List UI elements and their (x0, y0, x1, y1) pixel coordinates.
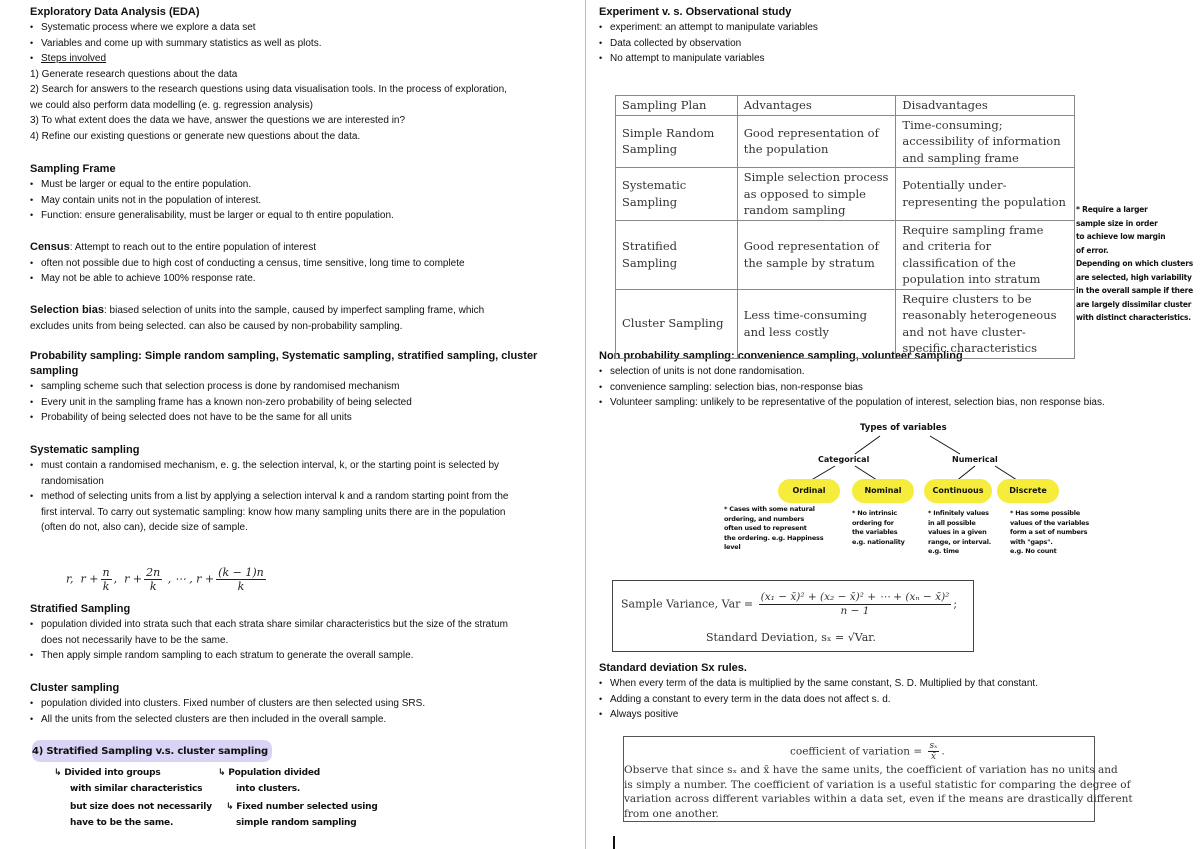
formula-fraction (144, 566, 162, 593)
cov-paragraph-line: from one another. (624, 807, 719, 820)
selection-bias-title: Selection bias (30, 304, 104, 316)
fraction-numerator: (k − 1)n (218, 566, 264, 579)
standard-deviation-formula: Standard Deviation, sₓ = √Var. (706, 631, 876, 644)
nominal-note (852, 509, 905, 547)
node-ordinal: Ordinal (778, 479, 840, 503)
sampling-frame-title: Sampling Frame (30, 163, 116, 175)
mindmap-categorical: Categorical (818, 455, 870, 464)
table-note-line: are selected, high variability (1076, 272, 1192, 282)
discrete-note-line: e.g. No count (1010, 547, 1057, 555)
variance-semicolon: ; (953, 597, 958, 611)
census-definition: : Attempt to reach out to the entire population of interest (69, 242, 317, 253)
discrete-note (1010, 509, 1089, 557)
formula-term: , (113, 572, 118, 586)
table-note-line: in the overall sample if there (1076, 286, 1194, 295)
mindmap-numerical: Numerical (952, 455, 998, 464)
discrete-note-line: with "gaps". (1010, 537, 1053, 546)
selection-bias-definition: : biased selection of units into the sample, caused by imperfect sampling frame, which (103, 305, 485, 316)
discrete-note-line: values of the variables (1010, 518, 1089, 527)
eda-section (30, 5, 575, 144)
cov-denominator: x̄ (930, 752, 936, 762)
discrete-note-line: * Has some possible (1010, 509, 1080, 517)
fraction-denominator: k (237, 580, 245, 593)
census-bullet: • May not be able to achieve 100% response rate. (30, 271, 575, 287)
eda-title: Exploratory Data Analysis (EDA) (30, 6, 200, 18)
fraction-numerator: n (102, 566, 110, 579)
sampling-plan-table (615, 95, 1075, 359)
table-header: Disadvantages (896, 96, 1075, 116)
experiment-section (599, 5, 1159, 67)
table-cell: Good representation of the sample by stratum (737, 220, 896, 289)
probability-bullet: • sampling scheme such that selection process is done by randomised mechanism (30, 379, 575, 395)
sd-rule-bullet: • Always positive (599, 707, 1159, 723)
cursor-mark (613, 836, 615, 849)
probability-sampling-title-cont: sampling (30, 365, 79, 377)
selection-bias-section (30, 303, 575, 334)
handwritten-note: with similar characteristics (70, 784, 203, 794)
stratified-bullet: • Then apply simple random sampling to each stratum to generate the overall sample. (30, 648, 575, 664)
ordinal-note-line: level (724, 543, 741, 551)
stratified-bullet (30, 617, 575, 648)
variance-numerator: (x₁ − x̄)² + (x₂ − x̄)² + ⋯ + (xₙ − x̄)² (760, 591, 950, 603)
nominal-note-line: * No intrinsic (852, 509, 898, 517)
table-cell: Systematic Sampling (616, 168, 738, 221)
table-note-line: of error. (1076, 245, 1109, 255)
variance-fraction (759, 591, 952, 618)
frame-bullet: • Must be larger or equal to the entire population. (30, 177, 575, 193)
non-probability-title: Non probability sampling: convenience sampling, volunteer sampling (599, 350, 963, 362)
census-bullets (30, 256, 575, 287)
continuous-note-line: range, or interval. (928, 537, 992, 546)
systematic-bullet-text: first interval. To carry out systematic sampling: know how many sampling units there are in the population (41, 506, 506, 518)
eda-bullets (30, 20, 575, 67)
formula-term: r + (124, 572, 143, 586)
ordinal-note-line: ordering, and numbers (724, 514, 805, 523)
table-cell: Require clusters to be reasonably heterogeneous and not have cluster-specific characteristics (896, 289, 1075, 358)
table-header: Sampling Plan (616, 96, 738, 116)
non-probability-bullets (599, 364, 1159, 411)
table-note-line: are largely dissimilar cluster (1076, 299, 1192, 309)
formula-term: r + (80, 572, 99, 586)
continuous-note-line: in all possible (928, 518, 976, 527)
table-cell: Good representation of the population (737, 115, 896, 168)
variance-formula (621, 591, 957, 618)
table-note-line: Depending on which clusters (1076, 259, 1193, 268)
census-title: Census (30, 241, 70, 253)
table-cell: Cluster Sampling (616, 289, 738, 358)
probability-bullet: • Probability of being selected does not have to be the same for all units (30, 410, 575, 426)
sd-rule-bullet: • When every term of the data is multiplied by the same constant, S. D. Multiplied by that constant. (599, 676, 1159, 692)
systematic-sampling-title: Systematic sampling (30, 444, 140, 456)
stratified-bullet-text: population divided into strata such that each strata share similar characteristics but the size of the stratum (41, 619, 508, 630)
formula-fraction (216, 566, 266, 593)
cov-paragraph-line: variation across different variables within a data set, even if the means are drastically different (624, 793, 1133, 805)
systematic-bullet (30, 489, 575, 536)
sd-rule-bullet: • Adding a constant to every term in the data does not affect s. d. (599, 692, 1159, 708)
table-row (616, 168, 1075, 221)
table-note-line: with distinct characteristics. (1076, 313, 1191, 322)
selection-bias-line: excludes units from being selected. can also be caused by non-probability sampling. (30, 320, 403, 332)
probability-bullet: • Every unit in the sampling frame has a known non-zero probability of being selected (30, 395, 575, 411)
cov-paragraph-line: Observe that since sₓ and x̄ have the same units, the coefficient of variation has no units and (624, 764, 1118, 776)
systematic-sampling-section (30, 443, 575, 536)
ordinal-note (724, 505, 823, 553)
eda-bullet: • Steps involved (30, 51, 575, 67)
cov-formula (790, 741, 945, 762)
nominal-note-line: ordering for (852, 518, 894, 527)
non-probability-bullet: • convenience sampling: selection bias, non-response bias (599, 380, 1159, 396)
stratified-sampling-title: Stratified Sampling (30, 603, 131, 615)
experiment-bullets (599, 20, 1159, 67)
handwritten-note: ↳ Fixed number selected using (226, 802, 378, 812)
experiment-bullet: • No attempt to manipulate variables (599, 51, 1159, 67)
table-note-line: * Require a larger (1076, 205, 1148, 214)
eda-bullet: • Systematic process where we explore a data set (30, 20, 575, 36)
probability-sampling-section (30, 349, 575, 426)
table-cell: Stratified Sampling (616, 220, 738, 289)
cov-fraction (928, 741, 940, 762)
non-probability-bullet: • Volunteer sampling: unlikely to be representative of the population of interest, selection bias, non response bias. (599, 395, 1159, 411)
table-row (616, 115, 1075, 168)
variance-formula-box (612, 580, 974, 652)
cluster-sampling-section (30, 681, 575, 727)
eda-step: 2) Search for answers to the research questions using data visualisation tools. In the process of exploration, (30, 84, 507, 95)
nominal-note-line: the variables (852, 528, 898, 536)
cov-paragraph-line: is simply a number. The coefficient of variation is a useful statistic for comparing the degree of (624, 778, 1131, 791)
systematic-bullet-text: (often do not, also can), decide size of sample. (41, 522, 248, 533)
table-row (616, 289, 1075, 358)
non-probability-bullet: • selection of units is not done randomisation. (599, 364, 1159, 380)
cov-numerator: sₓ (929, 741, 938, 751)
ordinal-note-line: often used to represent (724, 524, 807, 532)
table-cell: Simple Random Sampling (616, 115, 738, 168)
systematic-sequence-formula (66, 566, 268, 593)
node-discrete: Discrete (997, 479, 1059, 503)
stratified-sampling-section (30, 602, 575, 664)
sd-rules-bullets (599, 676, 1159, 723)
cov-period: . (941, 745, 945, 758)
cluster-bullet: • All the units from the selected clusters are then included in the overall sample. (30, 712, 575, 728)
continuous-note-line: * Infinitely values (928, 509, 989, 517)
cluster-bullets (30, 696, 575, 727)
node-continuous: Continuous (924, 479, 992, 503)
census-section (30, 240, 575, 287)
handwritten-note: have to be the same. (70, 818, 174, 828)
formula-term: , ⋯ , r + (167, 572, 215, 586)
experiment-title: Experiment v. s. Observational study (599, 6, 792, 18)
handwritten-note: but size does not necessarily (70, 802, 212, 812)
nominal-note-line: e.g. nationality (852, 537, 905, 546)
systematic-bullets (30, 458, 575, 536)
fraction-denominator: k (102, 580, 110, 593)
systematic-bullet-text: must contain a randomised mechanism, e. g. the selection interval, k, or the starting point is selected by (41, 460, 500, 471)
probability-bullets (30, 379, 575, 426)
cov-label: coefficient of variation = (790, 745, 923, 758)
eda-step: 4) Refine our existing questions or generate new questions about the data. (30, 130, 361, 142)
sampling-frame-section (30, 162, 575, 224)
mindmap-title: Types of variables (860, 423, 947, 433)
eda-step: 3) To what extent does the data we have, answer the questions we are interested in? (30, 115, 406, 126)
table-note-line: to achieve low margin (1076, 232, 1166, 241)
continuous-note-line: values in a given (928, 528, 987, 536)
table-header: Advantages (737, 96, 896, 116)
eda-step: 1) Generate research questions about the data (30, 68, 238, 80)
table-header-row (616, 96, 1075, 116)
table-side-note (1076, 203, 1193, 325)
systematic-bullet-text: randomisation (41, 475, 104, 487)
fraction-numerator: 2n (146, 566, 161, 579)
sd-rules-title: Standard deviation Sx rules. (599, 662, 747, 674)
eda-bullet: • Variables and come up with summary statistics as well as plots. (30, 36, 575, 52)
handwritten-note: ↳ Population divided (218, 768, 321, 778)
systematic-bullet-text: method of selecting units from a list by applying a selection interval k and a random starting point from the (41, 491, 509, 502)
census-bullet: • often not possible due to high cost of conducting a census, time sensitive, long time to complete (30, 256, 575, 272)
frame-bullet: • Function: ensure generalisability, must be larger or equal to th entire population. (30, 208, 575, 224)
variance-denominator: n − 1 (840, 605, 870, 617)
cluster-bullet: • population divided into clusters. Fixed number of clusters are then selected using SRS. (30, 696, 575, 712)
stratified-bullet-text: does not necessarily have to be the same. (41, 634, 229, 646)
experiment-bullet: • experiment: an attempt to manipulate variables (599, 20, 1159, 36)
eda-step: we could also perform data modelling (e. g. regression analysis) (30, 99, 313, 111)
column-divider (585, 0, 586, 849)
continuous-note (928, 509, 991, 557)
table-note-line: sample size in order (1076, 218, 1158, 228)
stratified-bullets (30, 617, 575, 664)
node-nominal: Nominal (852, 479, 914, 503)
sampling-frame-bullets (30, 177, 575, 224)
table-cell: Potentially under-representing the population (896, 168, 1075, 221)
formula-fraction (101, 566, 112, 593)
handwritten-note: into clusters. (236, 784, 301, 794)
ordinal-note-line: the ordering. e.g. Happiness (724, 533, 824, 542)
formula-term: r, (66, 572, 74, 586)
cov-paragraph (624, 763, 1133, 821)
frame-bullet: • May contain units not in the population of interest. (30, 193, 575, 209)
coefficient-variation-box (623, 736, 1133, 822)
table-cell: Simple selection process as opposed to simple random sampling (737, 168, 896, 221)
table-row (616, 220, 1075, 289)
probability-sampling-title: Probability sampling: Simple random sampling, Systematic sampling, stratified sampling, cluster (30, 350, 538, 362)
table-cell: Require sampling frame and criteria for classification of the population into stratum (896, 220, 1075, 289)
variance-label: Sample Variance, Var = (621, 597, 754, 611)
experiment-bullet: • Data collected by observation (599, 36, 1159, 52)
systematic-bullet (30, 458, 575, 489)
sd-rules-section (599, 661, 1159, 723)
handwritten-note: simple random sampling (236, 818, 357, 828)
cluster-sampling-title: Cluster sampling (30, 682, 120, 694)
ordinal-note-line: * Cases with some natural (724, 505, 815, 513)
handwritten-title: 4) Stratified Sampling v.s. cluster sampling (32, 746, 268, 757)
fraction-denominator: k (149, 580, 157, 593)
table-cell: Less time-consuming and less costly (737, 289, 896, 358)
table-cell: Time-consuming; accessibility of information and sampling frame (896, 115, 1075, 168)
continuous-note-line: e.g. time (928, 547, 959, 555)
discrete-note-line: form a set of numbers (1010, 528, 1088, 536)
handwritten-note: ↳ Divided into groups (54, 768, 161, 778)
